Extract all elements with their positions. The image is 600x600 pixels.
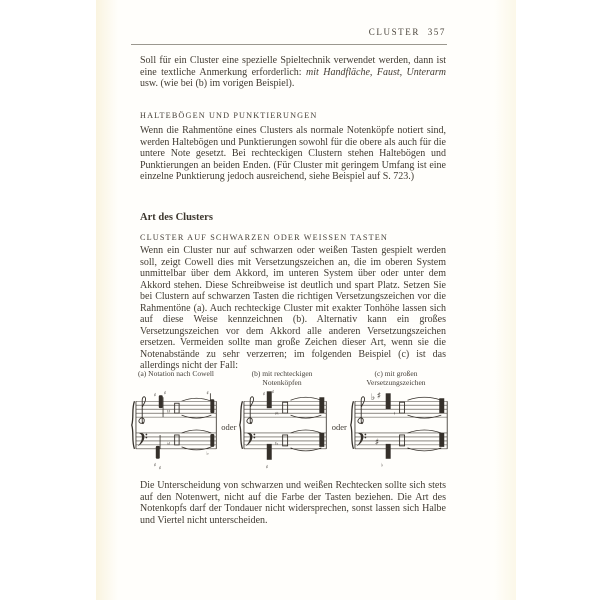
cluster-notes-bass [154, 430, 215, 472]
oder-separator-2: oder [331, 422, 347, 432]
closing-paragraph: Die Unterscheidung von schwarzen und weißen Rechtecken sollte sich stets auf den Notenwert, nicht auf die Farbe der Tasten beziehen. Die Art des Notenkopfs darf der Tondauer nicht widersprechen, sonst lassen sich Halbe und Viertel nicht unterscheiden. [140, 480, 446, 526]
svg-text:♭: ♭ [206, 450, 209, 457]
large-accidentals-bass [375, 430, 444, 469]
svg-text:♯: ♯ [206, 390, 209, 397]
svg-text:♮♭: ♮♭ [275, 441, 279, 447]
staff-lines [244, 401, 326, 449]
bass-clef-icon [246, 433, 256, 446]
art-des-clusters-paragraph: Wenn ein Cluster nur auf schwarzen oder weißen Tasten gespielt werden soll, zeigt Cowell dies mit Versetzungszeichen an, die im oberen System unmittelbar über dem Akkord, im unteren System über oder unter dem Akkord stehen. Diese Schreibweise ist deutlich und spart Platz. Setzen Sie bei Clustern auf schwarzen Tasten die richtigen Versetzungszeichen vor die Rahmentöne (a). Auch rechteckige Cluster mit exakter Tonhöhe lassen sich auf diese Weise kennzeichnen (b). Alternativ kann ein großes Versetzungszeichen vor dem Akkord alle anderen Versetzungszeichen ersetzen. Vermeiden sollte man große Zeichen dieser Art, wenn sie die Notenabstände zu sehr verzerren; im folgenden Beispiel (c) ist das allerdings nicht der Fall: [140, 245, 446, 371]
large-accidentals-treble [371, 391, 444, 418]
example-c-label-line1: (c) mit großen [374, 369, 418, 378]
section-heading-haltebogen: HALTEBÖGEN UND PUNKTIERUNGEN [140, 111, 318, 120]
subsection-heading-tasten: CLUSTER AUF SCHWARZEN ODER WEISSEN TASTEN [140, 233, 388, 242]
example-b-label-line2: Notenköpfen [262, 377, 302, 387]
brace-icon [132, 401, 135, 449]
intro-italic-terms: mit Handfläche, Faust, Unterarm [306, 66, 446, 78]
example-b-label [236, 370, 328, 387]
music-example-a [131, 387, 218, 475]
brace-icon [351, 401, 354, 449]
staff-lines [136, 401, 216, 449]
intro-text-start: Soll für ein Cluster eine spezielle Spieltechnik verwendet werden, dann ist eine textliche Anmerkung erforderlich: [140, 55, 446, 78]
header-rule [131, 44, 447, 45]
cluster-rect-treble [263, 389, 325, 418]
svg-text:♯: ♯ [376, 391, 381, 402]
svg-text:♯: ♯ [374, 437, 379, 448]
haltebogen-paragraph: Wenn die Rahmentöne eines Clusters als normale Notenköpfe notiert sind, werden Haltebögen und Punktierungen sowohl für die obere als auch für die untere Note gesetzt. Bei rechteckigen Clustern stehen Haltebögen und Punktierungen an beiden Enden. (Für Cluster mit geringem Umfang ist eine einzelne Punktierung jedoch ausreichend, siehe Beispiel auf S. 723.) [140, 125, 446, 182]
svg-text:♯: ♯ [158, 465, 162, 472]
music-example-c [350, 387, 449, 475]
treble-clef-icon [247, 397, 254, 424]
bass-clef-icon [356, 433, 366, 446]
svg-text:♯: ♯ [266, 464, 269, 471]
example-b-label-line1: (b) mit rechteckigen [251, 369, 313, 378]
svg-text:♯: ♯ [263, 391, 266, 398]
cluster-notes-treble [154, 390, 215, 418]
running-title: CLUSTER [368, 27, 420, 37]
intro-paragraph [140, 55, 446, 90]
intro-text-end: usw. (wie bei (b) im vorigen Beispiel). [140, 78, 295, 89]
svg-text:♯: ♯ [163, 390, 167, 397]
svg-text:♯: ♯ [272, 389, 275, 396]
example-a-label: (a) Notation nach Cowell [137, 369, 215, 378]
staff-lines [355, 401, 447, 449]
svg-text:♭♮: ♭♮ [166, 441, 171, 447]
running-header [140, 27, 446, 37]
page-number: 357 [427, 27, 446, 37]
oder-separator-1: oder [221, 422, 237, 432]
music-examples-row [131, 386, 449, 476]
example-c-label [346, 370, 446, 387]
cluster-rect-bass [266, 430, 325, 471]
treble-clef-icon [358, 397, 365, 424]
svg-text:♮: ♮ [393, 412, 396, 418]
brace-icon [240, 401, 243, 449]
svg-text:♭: ♭ [370, 393, 375, 404]
bass-clef-icon [137, 433, 147, 446]
svg-text:♭: ♭ [380, 462, 383, 469]
svg-text:♯: ♯ [153, 392, 157, 399]
svg-text:♯♮: ♯♮ [275, 412, 279, 418]
treble-clef-icon [139, 397, 146, 424]
music-example-b [239, 387, 328, 475]
svg-text:♯: ♯ [153, 462, 157, 469]
section-heading-art-des-clusters: Art des Clusters [140, 212, 213, 223]
svg-text:♮♯: ♮♯ [166, 410, 171, 416]
example-c-label-line2: Versetzungszeichen [366, 377, 426, 387]
